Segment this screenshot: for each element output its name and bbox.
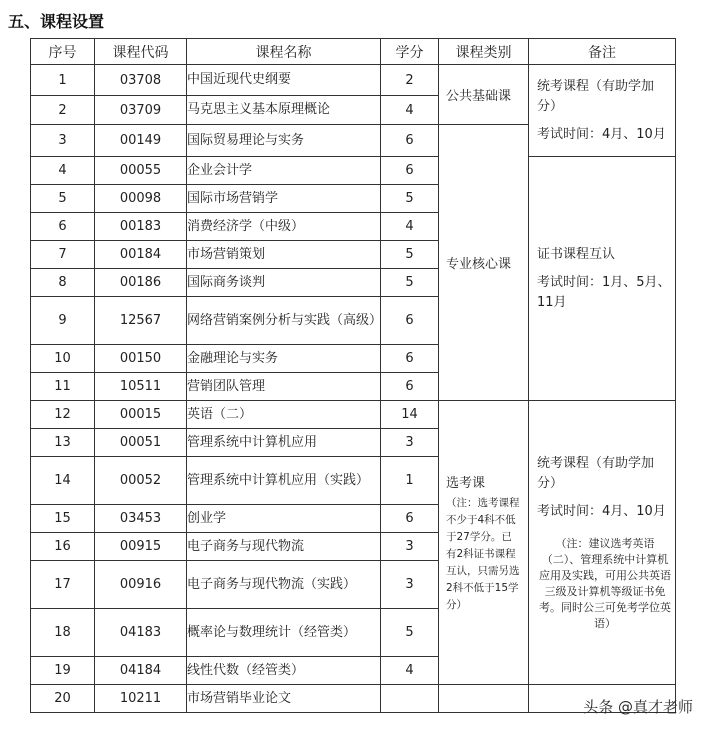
category-elective-label: 选考课	[446, 475, 486, 491]
category-public-label: 公共基础课	[446, 89, 512, 104]
cell-credit: 6	[381, 373, 439, 401]
cell-credit: 3	[381, 561, 439, 609]
cell-credit: 5	[381, 185, 439, 213]
remark-2-time: 考试时间：1月、5月、11月	[537, 274, 671, 310]
cell-no: 4	[31, 157, 95, 185]
cell-code: 03708	[95, 65, 187, 96]
header-code: 课程代码	[95, 39, 187, 65]
remark-3-note: （注：建议选考英语（二）、管理系统中计算机应用及实践，可用公共英语三级及计算机等级证书免考。同时公三可免考学位英语）	[539, 536, 671, 630]
watermark: 头条 @真才老师	[583, 698, 693, 716]
cell-name: 金融理论与实务	[187, 345, 381, 373]
cell-no: 9	[31, 297, 95, 345]
remark-1-title: 统考课程（有助学加分）	[537, 78, 655, 114]
cell-code: 00184	[95, 241, 187, 269]
cell-no: 6	[31, 213, 95, 241]
remark-1	[529, 65, 676, 157]
cell-no: 18	[31, 609, 95, 657]
cell-code: 00098	[95, 185, 187, 213]
cell-code: 12567	[95, 297, 187, 345]
cell-code: 03453	[95, 505, 187, 533]
table-row	[31, 685, 676, 713]
cell-credit: 1	[381, 457, 439, 505]
cell-no: 20	[31, 685, 95, 713]
cell-credit: 4	[381, 96, 439, 125]
table-row	[31, 65, 676, 96]
cell-name: 中国近现代史纲要	[187, 65, 381, 96]
section-title: 五、课程设置	[8, 12, 105, 31]
cell-no: 19	[31, 657, 95, 685]
cell-code: 00052	[95, 457, 187, 505]
cell-no: 13	[31, 429, 95, 457]
cell-credit: 4	[381, 213, 439, 241]
cell-code: 00915	[95, 533, 187, 561]
cell-no: 2	[31, 96, 95, 125]
cell-no: 11	[31, 373, 95, 401]
cell-name: 管理系统中计算机应用（实践）	[187, 457, 381, 505]
cell-no: 8	[31, 269, 95, 297]
cell-credit: 5	[381, 269, 439, 297]
cell-credit: 5	[381, 609, 439, 657]
cell-name: 市场营销策划	[187, 241, 381, 269]
cell-name: 网络营销案例分析与实践（高级）	[187, 297, 381, 345]
cell-credit: 14	[381, 401, 439, 429]
cell-name: 国际商务谈判	[187, 269, 381, 297]
category-elective-note: （注：选考课程不少于4科不低于27学分。已有2科证书课程互认，只需另选2科不低于15学分）	[446, 496, 520, 611]
cell-code: 00055	[95, 157, 187, 185]
header-name: 课程名称	[187, 39, 381, 65]
cell-no: 10	[31, 345, 95, 373]
remark-3-time: 考试时间：4月、10月	[537, 503, 666, 519]
cell-credit: 3	[381, 533, 439, 561]
cell-credit: 6	[381, 505, 439, 533]
remark-2-title: 证书课程互认	[537, 246, 616, 262]
cell-name: 线性代数（经管类）	[187, 657, 381, 685]
cell-no: 1	[31, 65, 95, 96]
cell-code: 10511	[95, 373, 187, 401]
cell-credit: 6	[381, 125, 439, 157]
cell-name: 英语（二）	[187, 401, 381, 429]
cell-no: 16	[31, 533, 95, 561]
cell-code: 00149	[95, 125, 187, 157]
cell-name: 创业学	[187, 505, 381, 533]
category-core	[439, 125, 529, 401]
cell-name: 市场营销毕业论文	[187, 685, 381, 713]
cell-credit: 6	[381, 157, 439, 185]
cell-no: 3	[31, 125, 95, 157]
cell-name: 电子商务与现代物流	[187, 533, 381, 561]
table-row	[31, 401, 676, 429]
table-row	[31, 157, 676, 185]
cell-name: 国际市场营销学	[187, 185, 381, 213]
cell-name: 电子商务与现代物流（实践）	[187, 561, 381, 609]
cell-name: 概率论与数理统计（经管类）	[187, 609, 381, 657]
cell-credit: 4	[381, 657, 439, 685]
cell-name: 马克思主义基本原理概论	[187, 96, 381, 125]
cell-code: 00150	[95, 345, 187, 373]
cell-credit: 6	[381, 297, 439, 345]
cell-no: 12	[31, 401, 95, 429]
cell-no: 7	[31, 241, 95, 269]
cell-name: 营销团队管理	[187, 373, 381, 401]
header-remark: 备注	[529, 39, 676, 65]
cell-category-empty	[439, 685, 529, 713]
cell-no: 17	[31, 561, 95, 609]
cell-name: 企业会计学	[187, 157, 381, 185]
remark-3-title: 统考课程（有助学加分）	[537, 455, 655, 491]
remark-1-time: 考试时间：4月、10月	[537, 126, 666, 142]
cell-no: 14	[31, 457, 95, 505]
cell-code: 00186	[95, 269, 187, 297]
cell-code: 00916	[95, 561, 187, 609]
header-credit: 学分	[381, 39, 439, 65]
cell-credit: 3	[381, 429, 439, 457]
cell-no: 5	[31, 185, 95, 213]
header-no: 序号	[31, 39, 95, 65]
cell-code: 04184	[95, 657, 187, 685]
cell-credit: 2	[381, 65, 439, 96]
cell-code: 10211	[95, 685, 187, 713]
remark-2	[529, 157, 676, 401]
cell-name: 管理系统中计算机应用	[187, 429, 381, 457]
cell-name: 国际贸易理论与实务	[187, 125, 381, 157]
course-table	[30, 38, 676, 713]
cell-credit: 5	[381, 241, 439, 269]
category-public	[439, 65, 529, 125]
cell-code: 00015	[95, 401, 187, 429]
header-category: 课程类别	[439, 39, 529, 65]
table-header-row	[31, 39, 676, 65]
cell-code: 00051	[95, 429, 187, 457]
remark-3	[529, 401, 676, 685]
cell-no: 15	[31, 505, 95, 533]
category-elective	[439, 401, 529, 685]
cell-code: 00183	[95, 213, 187, 241]
cell-code: 03709	[95, 96, 187, 125]
cell-code: 04183	[95, 609, 187, 657]
category-core-label: 专业核心课	[446, 257, 512, 272]
cell-name: 消费经济学（中级）	[187, 213, 381, 241]
cell-credit	[381, 685, 439, 713]
cell-credit: 6	[381, 345, 439, 373]
